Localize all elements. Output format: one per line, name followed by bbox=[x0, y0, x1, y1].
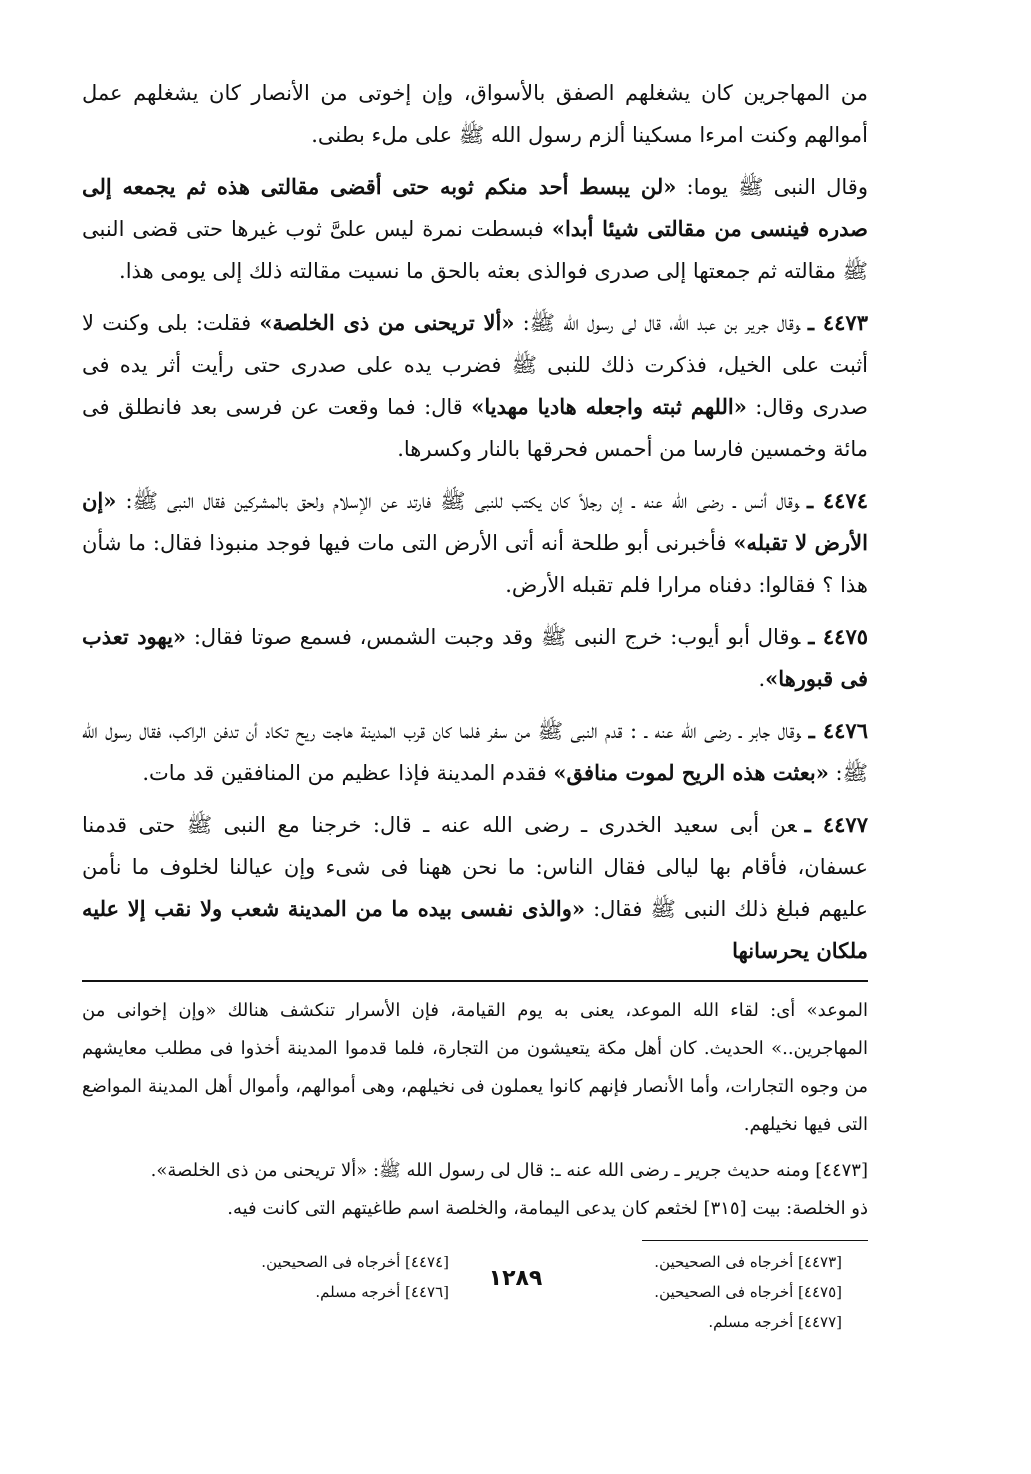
sources-divider bbox=[642, 1240, 868, 1241]
source-entry: [٤٤٧٧] أخرجه مسلم. bbox=[708, 1313, 842, 1331]
note-paragraph bbox=[82, 992, 868, 1144]
source-entry: [٤٤٧٤] أخرجاه فى الصحيحين. bbox=[261, 1253, 449, 1271]
hadith-number: ٤٤٧٦ ـ bbox=[808, 718, 868, 743]
source-entry: [٤٤٧٣] أخرجاه فى الصحيحين. bbox=[654, 1253, 842, 1271]
intro-paragraph bbox=[82, 72, 868, 156]
text: فبسطت نمرة ليس علىَّ ثوب غيرها حتى قضى النبى ﷺ مقالته ثم جمعتها إلى صدرى فوالذى بعثه بالحق ما نسيت مقالته ذلك إلى يومى هذا. bbox=[82, 217, 868, 283]
hadith-quote: «بعثت هذه الريح لموت منافق» bbox=[553, 760, 829, 785]
commentary-notes bbox=[82, 992, 868, 1228]
text: وقال جرير بن عبد الله، قال لى رسول الله ﷺ: bbox=[514, 311, 800, 335]
sources-list bbox=[82, 1247, 868, 1337]
text: وقال أبو أيوب: خرج النبى ﷺ وقد وجبت الشمس، فسمع صوتا فقال: bbox=[186, 625, 801, 649]
paragraph-prophet-saying bbox=[82, 166, 868, 292]
hadith-quote: «يهود تعذب فى قبورها» bbox=[82, 624, 868, 691]
note-text: ذو الخلصة: بيت [٣١٥] لخثعم كان يدعى اليمامة، والخلصة اسم طاغيتهم التى كانت فيه. bbox=[227, 1198, 868, 1219]
text: . bbox=[758, 667, 766, 691]
main-text bbox=[82, 72, 868, 972]
text: عن أبى سعيد الخدرى ـ رضى الله عنه ـ قال: خرجنا مع النبى ﷺ حتى قدمنا عسفان، فأقام بها ليالى فقال الناس: ما نحن ههنا فى شىء وإن عيالنا لخلوف ما نأمن عليهم فبلغ ذلك النبى ﷺ فقال: bbox=[82, 813, 868, 921]
text: قال: فما وقعت عن فرسى بعد فانطلق فى مائة وخمسين فارسا من أحمس فحرقها بالنار وكسرها. bbox=[82, 395, 868, 461]
note-text: الموعد» أى: لقاء الله الموعد، يعنى به يوم القيامة، فإن الأسرار تنكشف هنالك «وإن إخوانى من المهاجرين..» الحديث. كان أهل مكة يتعيشون من التجارة، فلما قدموا المدينة أخذوا فى مطلب معايشهم من وجوه التجارات، وأما الأنصار فإنهم كانوا يعملون فى نخيلهم، وهى أموالهم، وأموال أهل المدينة المواضع التى فيها نخيلهم. bbox=[82, 1000, 868, 1135]
hadith-4477 bbox=[82, 804, 868, 972]
hadith-quote: «إن الأرض لا تقبله» bbox=[82, 488, 868, 555]
note-text: [٤٤٧٣] ومنه حديث جرير ـ رضى الله عنه ـ: قال لى رسول الله ﷺ: «ألا تريحنى من ذى الخلصة». bbox=[150, 1160, 868, 1181]
footnote-divider bbox=[82, 980, 868, 982]
text: وقال جابر ـ رضى الله عنه ـ : قدم النبى ﷺ من سفر فلما كان قرب المدينة هاجت ريح تكاد أن تدفن الراكب، فقال رسول الله ﷺ: bbox=[82, 719, 868, 785]
hadith-quote: «اللهم ثبته واجعله هاديا مهديا» bbox=[471, 394, 747, 419]
sources-column-right bbox=[475, 1247, 868, 1337]
hadith-number: ٤٤٧٥ ـ bbox=[808, 624, 869, 649]
page-number: ١٢٨٩ bbox=[488, 1266, 543, 1291]
text: فأخبرنى أبو طلحة أنه أتى الأرض التى مات فيها فوجد منبوذا فقال: ما شأن هذا ؟ فقالوا: دفناه مرارا فلم تقبله الأرض. bbox=[82, 531, 868, 597]
hadith-number: ٤٤٧٧ ـ bbox=[804, 812, 868, 837]
hadith-quote: «والذى نفسى بيده ما من المدينة شعب ولا نقب إلا عليه ملكان يحرسانها bbox=[82, 896, 868, 963]
text: وقال أنس ـ رضى الله عنه ـ إن رجلاً كان يكتب للنبى ﷺ فارتد عن الإسلام ولحق بالمشركين فقال النبى ﷺ: bbox=[116, 489, 799, 513]
source-entry: [٤٤٧٥] أخرجاه فى الصحيحين. bbox=[654, 1283, 842, 1301]
hadith-4476 bbox=[82, 710, 868, 794]
hadith-quote: «لن يبسط أحد منكم ثوبه حتى أقضى مقالتى هذه ثم يجمعه إلى صدره فينسى من مقالتى شيئا أبدا» bbox=[82, 174, 868, 241]
page-body bbox=[82, 72, 868, 1337]
text: وقال النبى ﷺ يوما: bbox=[676, 175, 868, 199]
intro-text: من المهاجرين كان يشغلهم الصفق بالأسواق، وإن إخوتى من الأنصار كان يشغلهم عمل أموالهم وكنت امرءا مسكينا ألزم رسول الله ﷺ على ملء بطنى. bbox=[82, 81, 868, 147]
source-entry: [٤٤٧٦] أخرجه مسلم. bbox=[315, 1283, 449, 1301]
text: فقدم المدينة فإذا عظيم من المنافقين قد مات. bbox=[142, 761, 554, 785]
hadith-number: ٤٤٧٣ ـ bbox=[807, 310, 868, 335]
note-paragraph bbox=[82, 1190, 868, 1228]
hadith-quote: «ألا تريحنى من ذى الخلصة» bbox=[259, 310, 515, 335]
note-reference bbox=[82, 1152, 868, 1190]
sources-column-left bbox=[82, 1247, 475, 1337]
hadith-number: ٤٤٧٤ ـ bbox=[806, 488, 868, 513]
hadith-4473 bbox=[82, 302, 868, 470]
hadith-4475 bbox=[82, 616, 868, 700]
text: فقلت: بلى وكنت لا أثبت على الخيل، فذكرت ذلك للنبى ﷺ فضرب يده على صدرى حتى رأيت أثر يده فى صدرى وقال: bbox=[82, 311, 868, 419]
hadith-4474 bbox=[82, 480, 868, 606]
